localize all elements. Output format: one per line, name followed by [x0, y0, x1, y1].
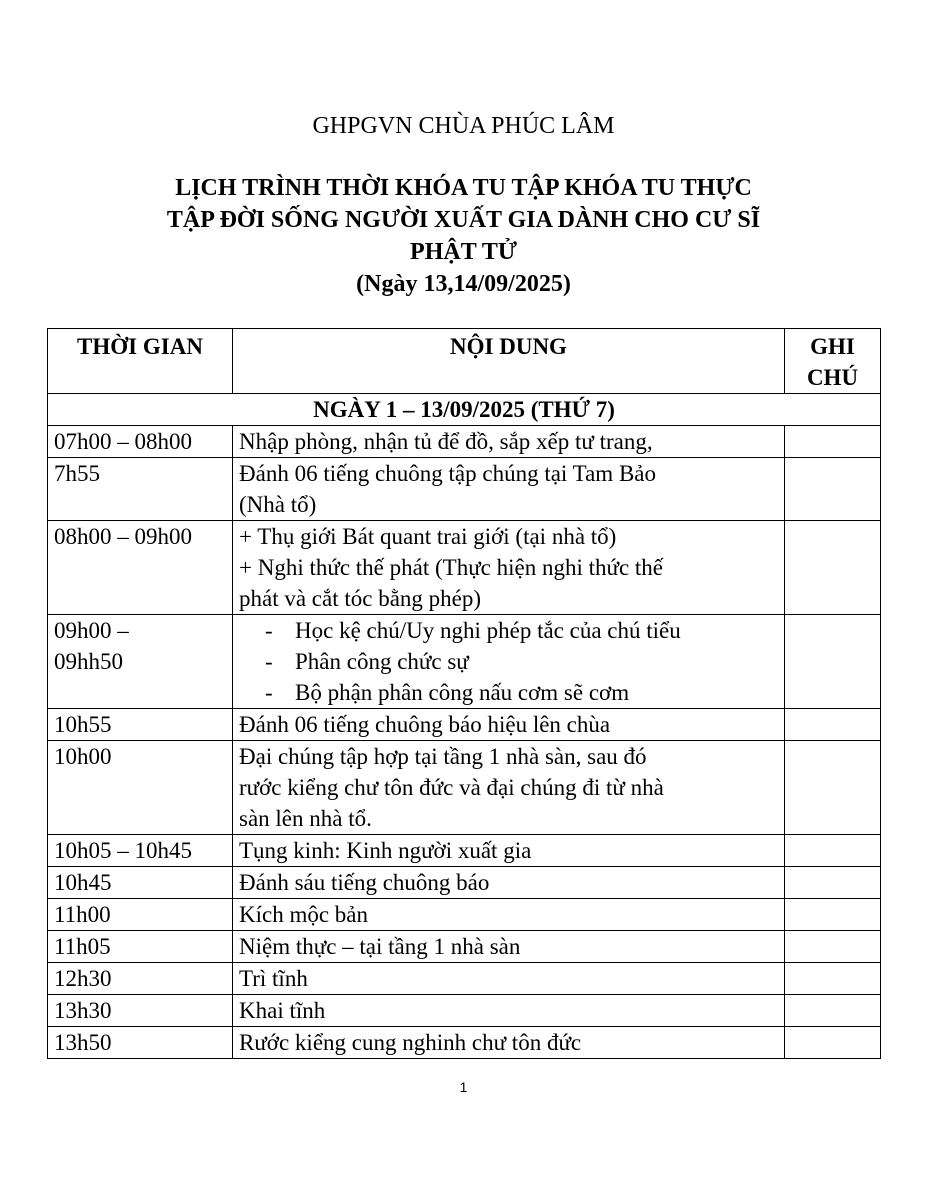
content-line: Trì tĩnh — [239, 966, 308, 991]
content-line: Đại chúng tập hợp tại tầng 1 nhà sàn, sau đó — [239, 744, 647, 769]
row-time: 10h05 – 10h45 — [48, 835, 233, 867]
row-note — [785, 615, 881, 709]
row-content — [233, 835, 785, 867]
row-note — [785, 741, 881, 835]
schedule-table — [47, 328, 881, 1059]
content-line: sàn lên nhà tổ. — [239, 806, 372, 831]
table-row — [48, 995, 881, 1027]
bullet-list — [239, 615, 784, 708]
content-line: phát và cắt tóc bằng phép) — [239, 586, 482, 611]
page-number: 1 — [459, 1079, 468, 1095]
organization-header: GHPGVN CHÙA PHÚC LÂM — [312, 113, 615, 139]
table-row — [48, 963, 881, 995]
content-line: (Nhà tổ) — [239, 492, 317, 517]
content-line: + Thụ giới Bát quant trai giới (tại nhà tổ) — [239, 524, 617, 549]
header-content: NỘI DUNG — [233, 329, 785, 394]
row-content — [233, 426, 785, 458]
row-time: 10h45 — [48, 867, 233, 899]
title-line-2: TẬP ĐỜI SỐNG NGƯỜI XUẤT GIA DÀNH CHO CƯ SĨ — [166, 207, 761, 233]
row-content — [233, 995, 785, 1027]
list-item — [239, 646, 784, 677]
title-date: (Ngày 13,14/09/2025) — [356, 271, 571, 297]
content-line: Niệm thực – tại tầng 1 nhà sàn — [239, 934, 521, 959]
row-note — [785, 867, 881, 899]
header-time: THỜI GIAN — [48, 329, 233, 394]
table-row — [48, 615, 881, 709]
row-note — [785, 521, 881, 615]
bullet-text: Phân công chức sự — [295, 649, 469, 674]
table-header-row — [48, 329, 881, 394]
content-line: Kích mộc bản — [239, 902, 369, 927]
content-line: Đánh sáu tiếng chuông báo — [239, 870, 490, 895]
time-line: 09h00 – — [54, 618, 129, 643]
row-time: 11h05 — [48, 931, 233, 963]
row-time: 07h00 – 08h00 — [48, 426, 233, 458]
table-row — [48, 835, 881, 867]
table-row — [48, 426, 881, 458]
table-row — [48, 1027, 881, 1059]
row-time — [48, 615, 233, 709]
row-content — [233, 931, 785, 963]
content-line: Rước kiểng cung nghinh chư tôn đức — [239, 1030, 582, 1055]
row-content — [233, 458, 785, 521]
title-line-3: PHẬT TỬ — [410, 239, 517, 265]
row-time: 13h30 — [48, 995, 233, 1027]
row-time: 10h55 — [48, 709, 233, 741]
time-line: 09hh50 — [54, 649, 123, 674]
content-line: rước kiểng chư tôn đức và đại chúng đi từ nhà — [239, 775, 664, 800]
row-time: 08h00 – 09h00 — [48, 521, 233, 615]
row-content — [233, 709, 785, 741]
row-content — [233, 963, 785, 995]
table-row — [48, 741, 881, 835]
row-time: 11h00 — [48, 899, 233, 931]
row-content — [233, 521, 785, 615]
row-note — [785, 835, 881, 867]
row-content — [233, 899, 785, 931]
table-row — [48, 709, 881, 741]
header-note — [785, 329, 881, 394]
table-row — [48, 458, 881, 521]
list-item — [239, 677, 784, 708]
bullet-dash: - — [265, 649, 273, 674]
row-time: 13h50 — [48, 1027, 233, 1059]
bullet-text: Học kệ chú/Uy nghi phép tắc của chú tiểu — [295, 618, 681, 643]
list-item — [239, 615, 784, 646]
header-note-line-2: CHÚ — [806, 365, 859, 390]
row-note — [785, 995, 881, 1027]
row-content — [233, 615, 785, 709]
row-content — [233, 741, 785, 835]
row-time: 12h30 — [48, 963, 233, 995]
table-row — [48, 521, 881, 615]
row-note — [785, 709, 881, 741]
bullet-text: Bộ phận phân công nấu cơm sẽ cơm — [295, 680, 630, 705]
content-line: Đánh 06 tiếng chuông tập chúng tại Tam Bảo — [239, 461, 656, 486]
content-line: + Nghi thức thế phát (Thực hiện nghi thức thế — [239, 555, 664, 580]
title-line-1: LỊCH TRÌNH THỜI KHÓA TU TẬP KHÓA TU THỰC — [175, 175, 752, 201]
header-note-line-1: GHI — [810, 334, 855, 359]
row-time: 10h00 — [48, 741, 233, 835]
row-note — [785, 931, 881, 963]
row-content — [233, 867, 785, 899]
content-line: Nhập phòng, nhận tủ để đồ, sắp xếp tư trang, — [239, 429, 653, 454]
content-line: Tụng kinh: Kinh người xuất gia — [239, 838, 532, 863]
table-row — [48, 899, 881, 931]
row-content — [233, 1027, 785, 1059]
row-note — [785, 426, 881, 458]
table-row — [48, 931, 881, 963]
row-note — [785, 1027, 881, 1059]
row-note — [785, 963, 881, 995]
row-note — [785, 899, 881, 931]
row-time: 7h55 — [48, 458, 233, 521]
bullet-dash: - — [265, 618, 273, 643]
bullet-dash: - — [265, 680, 273, 705]
content-line: Đánh 06 tiếng chuông báo hiệu lên chùa — [239, 712, 611, 737]
content-line: Khai tĩnh — [239, 998, 326, 1023]
day-heading: NGÀY 1 – 13/09/2025 (THỨ 7) — [48, 394, 881, 426]
row-note — [785, 458, 881, 521]
document-title — [90, 172, 837, 300]
day-heading-row — [48, 394, 881, 426]
table-row — [48, 867, 881, 899]
